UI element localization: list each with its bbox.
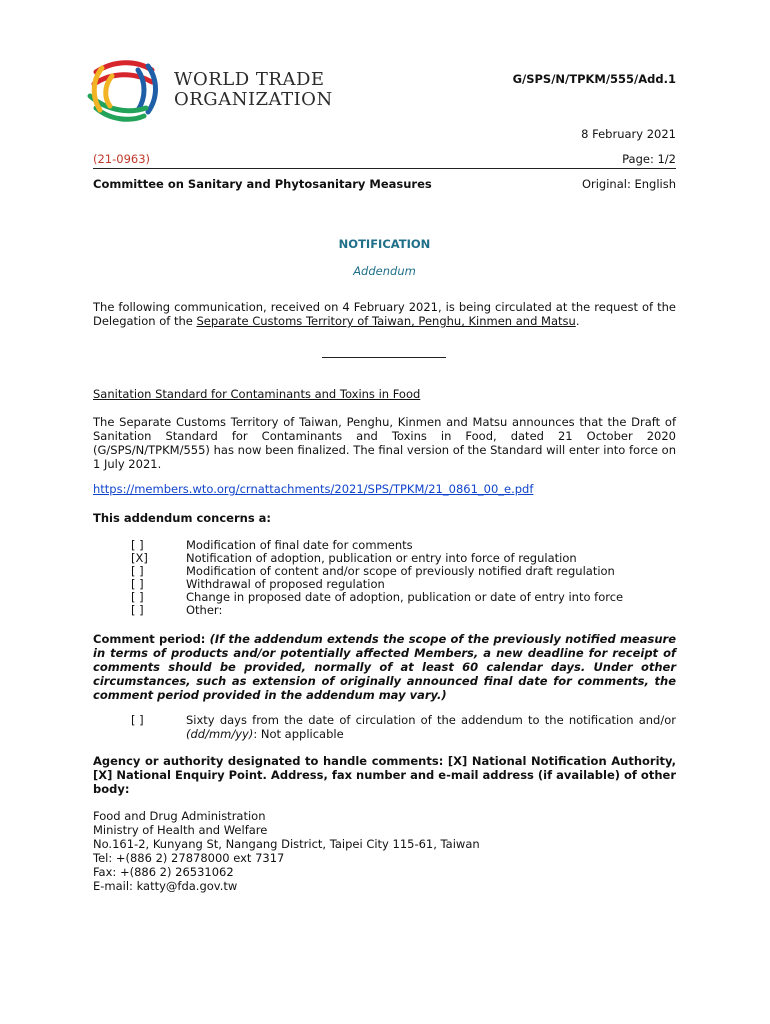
checkbox[interactable]: [ ] (131, 564, 144, 578)
concern-item (93, 564, 676, 578)
intro-text: The following communication, received on 4 February 2021, is being circulated at the request of the Delegation of the (93, 300, 676, 328)
checkbox[interactable]: [ ] (131, 577, 144, 591)
concern-label: Modification of final date for comments (186, 538, 413, 552)
address-line: Ministry of Health and Welfare (93, 823, 268, 837)
checkbox[interactable]: [ ] (131, 538, 144, 552)
concern-item (93, 577, 676, 591)
address-line: Fax: +(886 2) 26531062 (93, 865, 234, 879)
page-indicator: Page: 1/2 (622, 152, 676, 166)
notifying-member: Separate Customs Territory of Taiwan, Penghu, Kinmen and Matsu (196, 314, 576, 328)
concern-item (93, 538, 676, 552)
comment-option-date-format: (dd/mm/yy) (186, 727, 254, 741)
address-line: E-mail: katty@fda.gov.tw (93, 879, 238, 893)
document-number: (21-0963) (93, 152, 151, 166)
concern-label: Notification of adoption, publication or entry into force of regulation (186, 551, 577, 565)
intro-end: . (575, 314, 580, 328)
address-line: No.161-2, Kunyang St, Nangang District, Taipei City 115-61, Taiwan (93, 837, 480, 851)
checkbox[interactable]: [ ] (131, 603, 144, 617)
section-separator (322, 357, 446, 358)
address-line: Food and Drug Administration (93, 809, 266, 823)
comment-option-value: : Not applicable (253, 727, 344, 741)
org-line-2: ORGANIZATION (174, 89, 333, 110)
attachment-link[interactable]: https://members.wto.org/crnattachments/2021/SPS/TPKM/21_0861_00_e.pdf (93, 482, 534, 496)
concerns-list (93, 538, 676, 622)
checkbox[interactable]: [ ] (131, 590, 144, 604)
notification-title: NOTIFICATION (338, 237, 431, 251)
comment-period-label: Comment period: (93, 632, 206, 646)
concern-label: Modification of content and/or scope of previously notified draft regulation (186, 564, 615, 578)
org-line-1: WORLD TRADE (174, 69, 325, 90)
attachment-link-wrap (93, 482, 533, 496)
comment-checkbox[interactable]: [ ] (131, 713, 144, 727)
regulation-title: Sanitation Standard for Contaminants and Toxins in Food (93, 387, 421, 401)
agency-heading: Agency or authority designated to handle comments: [X] National Notification Authority, [X] National Enquiry Point. Address, fax number and e-mail address (if available) of other body: (93, 754, 676, 796)
concern-item (93, 590, 676, 604)
concern-label: Change in proposed date of adoption, publication or date of entry into force (186, 590, 624, 604)
header-divider (93, 168, 676, 169)
concern-item (93, 603, 676, 617)
intro-paragraph (93, 300, 676, 328)
wto-logo (86, 58, 346, 128)
concern-item (93, 551, 676, 565)
concern-label: Withdrawal of proposed regulation (186, 577, 385, 591)
agency-address (93, 809, 676, 893)
address-line: Tel: +(886 2) 27878000 ext 7317 (93, 851, 285, 865)
organization-name (174, 70, 333, 110)
wto-emblem-icon (86, 58, 166, 128)
committee-name: Committee on Sanitary and Phytosanitary Measures (93, 177, 432, 191)
comment-period-text: (If the addendum extends the scope of the previously notified measure in terms of products and/or potentially affected Members, a new deadline for receipt of comments should be provided, normally of at least 60 calendar days. Under other circumstances, such as extension of originally announced final date for comments, the comment period provided in the addendum may vary.) (93, 632, 676, 702)
comment-option (186, 713, 676, 741)
original-language: Original: English (581, 177, 676, 191)
comment-period (93, 632, 676, 702)
comment-option-text: Sixty days from the date of circulation of the addendum to the notification and/or (186, 713, 676, 727)
concerns-heading: This addendum concerns a: (93, 511, 272, 525)
checkbox-checked[interactable]: [X] (131, 551, 148, 565)
body-paragraph: The Separate Customs Territory of Taiwan, Penghu, Kinmen and Matsu announces that the Draft of Sanitation Standard for Contaminants and Toxins in Food, dated 21 October 2020 (G/SPS/N/TPKM/555) has now been finalized. The final version of the Standard will enter into force on 1 July 2021. (93, 415, 676, 471)
concern-label: Other: (186, 603, 223, 617)
addendum-subtitle: Addendum (353, 264, 416, 278)
document-symbol: G/SPS/N/TPKM/555/Add.1 (512, 72, 676, 86)
document-date: 8 February 2021 (581, 127, 676, 141)
